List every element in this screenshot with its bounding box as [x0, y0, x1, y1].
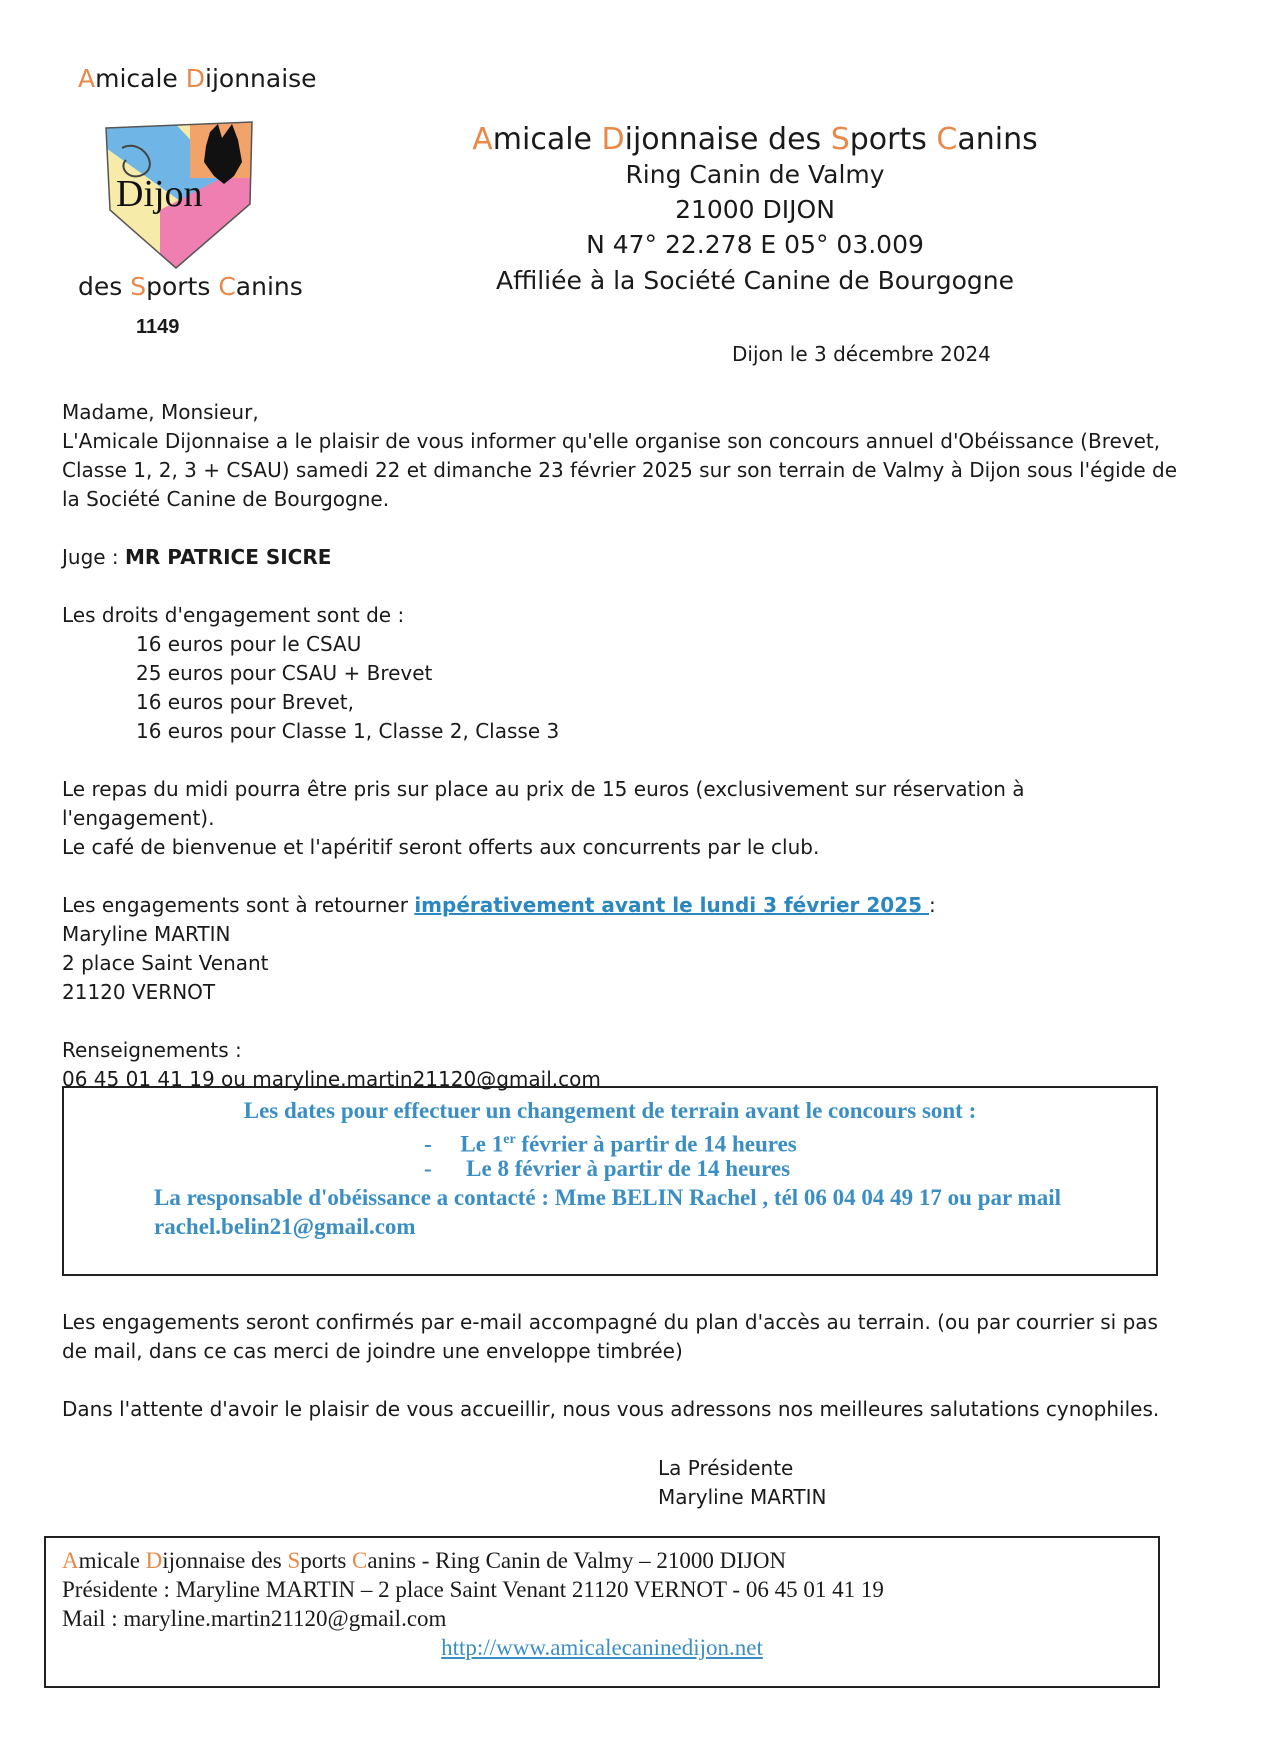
fee-item: 16 euros pour le CSAU	[136, 632, 362, 656]
footer-line2	[62, 1575, 884, 1605]
intro-paragraph: L'Amicale Dijonnaise a le plaisir de vous informer qu'elle organise son concours annuel d'Obéissance (Brevet, Classe 1, 2, 3 + CSAU) samedi 22 et dimanche 23 février 2025 sur son terrain de Valmy à Dijon sous l'égide de la Société Canine de Bourgogne.	[62, 429, 1178, 511]
notice-title: Les dates pour effectuer un changement de terrain avant le concours sont :	[243, 1098, 977, 1123]
return-label: Les engagements sont à retourner	[62, 893, 415, 917]
signature	[658, 1454, 826, 1512]
return-deadline: impérativement avant le lundi 3 février 2025	[414, 893, 929, 917]
logo-top-text: Amicale Dijonnaise	[78, 64, 317, 93]
address-line: 21120 VERNOT	[62, 980, 216, 1004]
fee-item: 25 euros pour CSAU + Brevet	[136, 661, 433, 685]
fee-item: 16 euros pour Classe 1, Classe 2, Classe 3	[136, 719, 560, 743]
notice-date2-text: Le 8 février à partir de 14 heures	[466, 1156, 791, 1181]
notice-date1-post: février à partir de 14 heures	[515, 1131, 797, 1157]
address-line: 2 place Saint Venant	[62, 951, 269, 975]
fees-intro: Les droits d'engagement sont de :	[62, 603, 405, 627]
notice-date1-sup: er	[503, 1132, 516, 1147]
footer-line1-rest: - Ring Canin de Valmy – 21000 DIJON	[415, 1548, 787, 1573]
shield-text: Dijon	[116, 173, 203, 215]
salutation: Madame, Monsieur,	[62, 400, 259, 424]
judge-name: MR PATRICE SICRE	[125, 545, 332, 569]
confirm-paragraph: Les engagements seront confirmés par e-mail accompagné du plan d'accès au terrain. (ou par courrier si pas de mail, dans ce cas merci de joindre une enveloppe timbrée)	[62, 1310, 1158, 1363]
org-coordinates: N 47° 22.278 E 05° 03.009	[586, 230, 924, 259]
footer-mail: Mail : maryline.martin21120@gmail.com	[62, 1606, 447, 1631]
footer-line1: Amicale Dijonnaise des Sports Canins - Ring Canin de Valmy – 21000 DIJON	[62, 1548, 787, 1573]
logo-bottom-text: des Sports Canins	[78, 272, 303, 301]
notice-date1-pre: Le 1	[460, 1131, 504, 1157]
closing-block	[62, 1308, 1182, 1424]
org-address-line2: 21000 DIJON	[675, 195, 835, 224]
judge-line	[62, 543, 1182, 572]
return-instructions	[62, 891, 1182, 920]
return-colon: :	[929, 893, 936, 917]
coffee-info: Le café de bienvenue et l'apéritif seront offerts aux concurrents par le club.	[62, 835, 820, 859]
org-affiliation: Affiliée à la Société Canine de Bourgogne	[495, 266, 1015, 295]
org-address-line1: Ring Canin de Valmy	[625, 160, 885, 189]
regards-paragraph: Dans l'attente d'avoir le plaisir de vous accueillir, nous vous adressons nos meilleures salutations cynophiles.	[62, 1397, 1160, 1421]
notice-date2: - Le 8 février à partir de 14 heures	[424, 1156, 791, 1181]
signature-name: Maryline MARTIN	[658, 1485, 827, 1509]
notice-contact: La responsable d'obéissance a contacté : Mme BELIN Rachel , tél 06 04 04 49 17 ou par mail rachel.belin21@gmail.com	[154, 1185, 1061, 1239]
club-shield-logo	[100, 118, 260, 272]
judge-label: Juge :	[62, 545, 126, 569]
address-line: Maryline MARTIN	[62, 922, 231, 946]
info-label: Renseignements :	[62, 1038, 242, 1062]
letter-date: Dijon le 3 décembre 2024	[732, 342, 991, 366]
notice-date1: - Le 1er février à partir de 14 heures	[424, 1131, 797, 1157]
website-link[interactable]: http://www.amicalecaninedijon.net	[441, 1635, 763, 1660]
footer-line2-text: Présidente : Maryline MARTIN – 2 place Saint Venant 21120 VERNOT - 06 45 01 41 19	[62, 1577, 884, 1602]
letter-body	[62, 398, 1182, 1094]
field-change-notice	[62, 1086, 1158, 1276]
signature-title: La Présidente	[658, 1456, 794, 1480]
org-name: Amicale Dijonnaise des Sports Canins	[472, 122, 1038, 157]
meal-info: Le repas du midi pourra être pris sur place au prix de 15 euros (exclusivement sur réservation à l'engagement).	[62, 777, 1025, 830]
footer-box	[44, 1536, 1160, 1688]
club-number: 1149	[136, 316, 180, 338]
fee-item: 16 euros pour Brevet,	[136, 690, 354, 714]
info-contact: 06 45 01 41 19 ou maryline.martin21120@gmail.com	[62, 1067, 601, 1091]
